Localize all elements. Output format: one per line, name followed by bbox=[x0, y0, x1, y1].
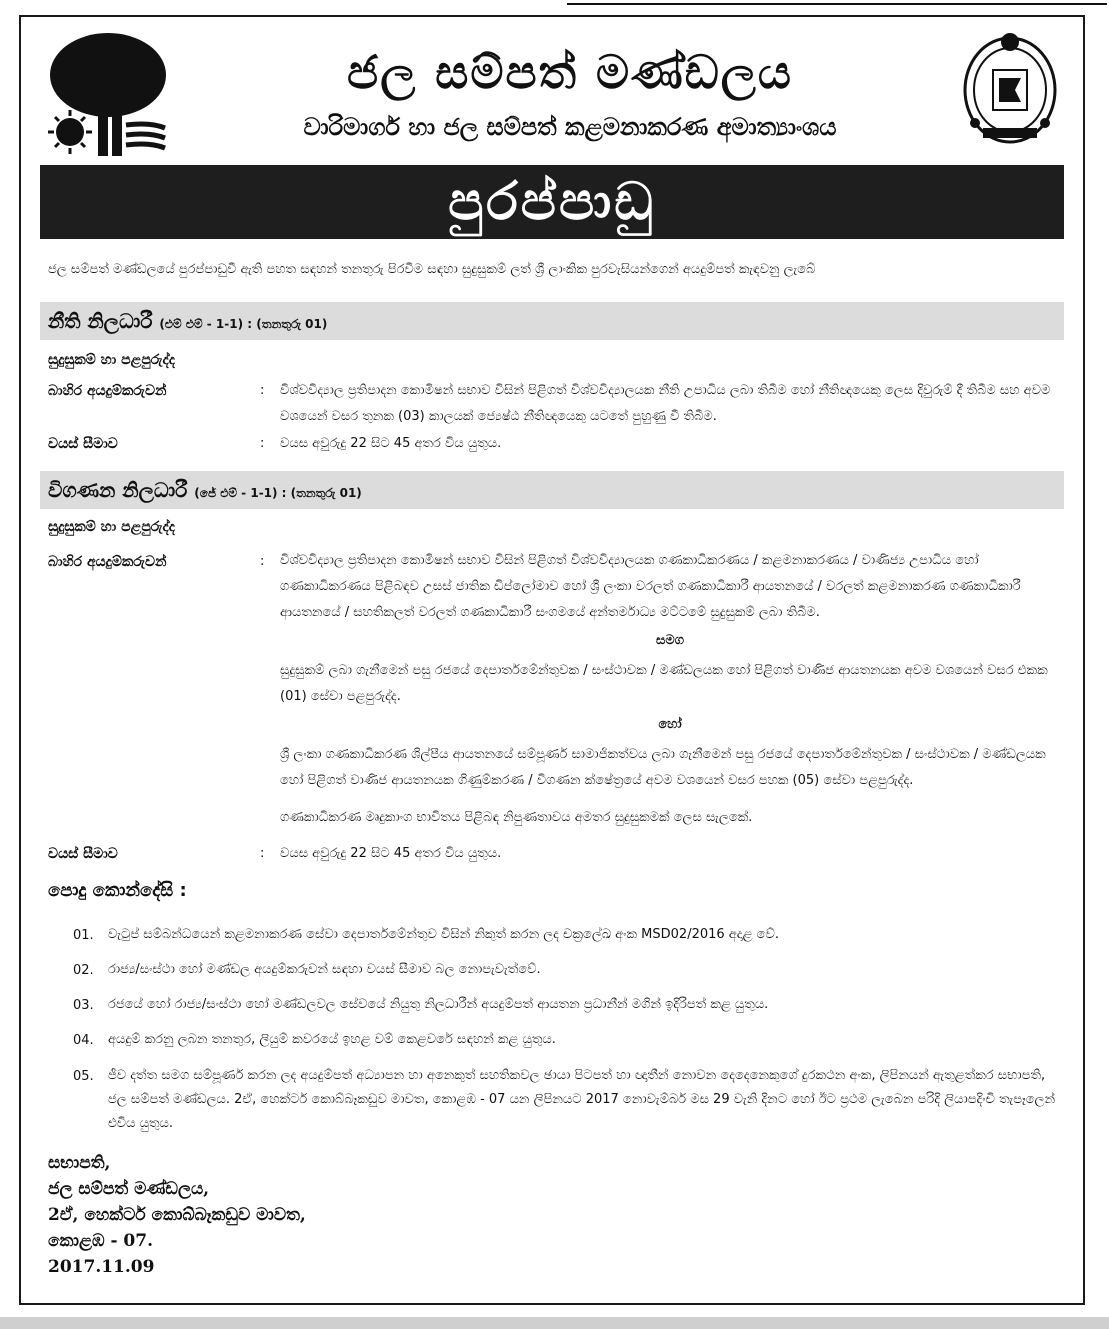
condition-number: 05. bbox=[73, 1069, 94, 1084]
age-limit-label: වයස් සීමාව bbox=[48, 846, 118, 862]
qualifications-label: සුදුසුකම් හා පළපුරුද්ද bbox=[48, 519, 175, 535]
condition-text: ජීව දත්ත සමග සම්පූර්ණ කරන ලද අයදුම්පත් අධ්‍යාපන හා අනෙකුත් සහතිකවල ඡායා පිටපත් හා ඥාතීන් නොවන දෙදෙනෙකුගේ දුරකථන අංක, ලිපිනයන් ඇතුළත්කර සභාපති, ජල සම්පත් මණ්ඩලය. 2ඒ, හෙක්ටර් කොබ්බෑකඩුව මාවත, කොළඹ - 07 යන ලිපිනයට 2017 නොවැම්බර් මස 29 වැනි දිනට හෝ ඊට ප්‍රථම ලැබෙන පරිදි ලියාපදිංචි තැපෑලෙන් එවිය යුතුය. bbox=[108, 1068, 1056, 1131]
ministry-subtitle: වාරිමාර්ග හා ජල සම්පත් කළමනාකරණ අමාත්‍යාංශය bbox=[303, 112, 837, 141]
external-applicants-text: විශ්වවිද්‍යාල ප්‍රතිපාදන කොමිෂන් සභාව විසින් පිළිගත් විශ්වවිද්‍යාලයක නීති උපාධිය ලබා තිබීම හෝ නීතිඥයෙකු ලෙස දිවුරුම් දී තිබීම සහ අවම වශයෙන් වසර තුනක (03) කාලයක් ජ්‍යෙෂ්ඨ නීතිඥයෙකු යටතේ පුහුණු වී තිබීම. bbox=[280, 383, 1051, 424]
sri-lanka-emblem-icon bbox=[955, 28, 1065, 153]
joiner-or: හෝ bbox=[658, 717, 682, 732]
top-divider bbox=[567, 3, 1107, 5]
colon: : bbox=[260, 846, 265, 861]
age-limit-text: වයස අවුරුදු 22 සිට 45 අතර විය යුතුය. bbox=[280, 846, 502, 861]
signature-block bbox=[48, 1150, 306, 1254]
intro-text: ජල සම්පත් මණ්ඩලයේ පුරප්පාඩුවී ඇති පහත සඳහන් තනතුරු පිරවීම සඳහා සුදුසුකම් ලත් ශ්‍රී ලාංකික පුරවැසියන්ගෙන් අයදුම්පත් කැඳවනු ලැබේ bbox=[48, 262, 816, 277]
section-title: නීති නිලධාරී bbox=[48, 309, 153, 333]
water-board-tree-logo-icon bbox=[30, 30, 180, 160]
vacancies-banner: පුරප්පාඩු bbox=[40, 165, 1064, 239]
notice-date: 2017.11.09 bbox=[48, 1257, 155, 1277]
external-applicants-label: බාහිර අයදුම්කරුවන් bbox=[48, 383, 167, 399]
experience-text-2: ශ්‍රී ලංකා ගණකාධිකරණ ශිල්පීය ආයතනයේ සම්පූර්ණ සාමාජිකත්වය ලබා ගැනීමෙන් පසු රජයේ දෙපාර්තමේන්තුවක / සංස්ථාවක / මණ්ඩලයක හෝ පිළිගත් වාණිජ ආයතනයක ගිණුම්කරණ / විගණන ක්ෂේත්‍රයේ අවම වශයෙන් වසර පහක (05) සේවා පළපුරුද්ද. bbox=[280, 747, 1046, 788]
general-conditions-title: පොදු කොන්දේසි : bbox=[48, 880, 187, 901]
section-title-detail: (ජේ එම් - 1-1) : (තනතුරු 01) bbox=[194, 486, 362, 500]
age-limit-label: වයස් සීමාව bbox=[48, 436, 118, 452]
condition-text: අයදුම් කරනු ලබන තනතුර, ලියුම් කවරයේ ඉහළ වම් කෙළවරේ සඳහන් කළ යුතුය. bbox=[108, 1032, 556, 1047]
signature-line: කොළඹ - 07. bbox=[48, 1231, 154, 1251]
qualifications-label: සුදුසුකම් හා පළපුරුද්ද bbox=[48, 352, 175, 368]
signature-line: ජල සම්පත් මණ්ඩලය, bbox=[48, 1179, 210, 1199]
condition-text: රාජ්‍ය/සංස්ථා හෝ මණ්ඩල අයදුම්කරුවන් සඳහා වයස් සීමාව බල නොපැවැත්වේ. bbox=[108, 962, 541, 977]
joiner-with: සමග bbox=[656, 633, 684, 648]
condition-number: 04. bbox=[73, 1033, 94, 1048]
section-audit-officer bbox=[40, 471, 1064, 509]
section-title: විගණන නිලධාරී bbox=[48, 478, 188, 502]
colon: : bbox=[260, 436, 265, 451]
signature-line: සභාපති, bbox=[48, 1153, 111, 1173]
bottom-bar bbox=[0, 1317, 1109, 1329]
condition-number: 02. bbox=[73, 963, 94, 978]
additional-qualification-text: ගණකාධිකරණ මෘදුකාංග භාවිතය පිළිබඳ නිපුණතාවය අමතර සුදුසුකමක් ලෙස සැලකේ. bbox=[280, 810, 753, 825]
condition-number: 01. bbox=[73, 928, 94, 943]
condition-text: වැටුප් සම්බන්ධයෙන් කළමනාකරණ සේවා දෙපාර්තමේන්තුව විසින් නිකුත් කරන ලද චක්‍රලේඛ අංක MSD02/2016 අදාළ වේ. bbox=[108, 927, 779, 942]
signature-line: 2ඒ, හෙක්ටර් කොබ්බෑකඩුව මාවත, bbox=[48, 1205, 306, 1225]
condition-text: රජයේ හෝ රාජ්‍ය/සංස්ථා හෝ මණ්ඩලවල සේවයේ නියුතු නිලධාරීන් අයදුම්පත් ආයතන ප්‍රධානීන් මගින් ඉදිරිපත් කළ යුතුය. bbox=[108, 997, 769, 1012]
section-legal-officer bbox=[40, 302, 1064, 340]
experience-text-1: සුදුසුකම් ලබා ගැනීමෙන් පසු රජයේ දෙපාර්තමේන්තුවක / සංස්ථාවක / මණ්ඩලයක හෝ පිළිගත් වාණිජ ආයතනයක අවම වශයෙන් වසර එකක (01) සේවා පළපුරුද්ද. bbox=[280, 663, 1048, 704]
condition-number: 03. bbox=[73, 998, 94, 1013]
organization-title: ජල සම්පත් මණ්ඩලය bbox=[347, 45, 793, 99]
section-title-detail: (එම් එම් - 1-1) : (තනතුරු 01) bbox=[159, 317, 328, 331]
external-applicants-label: බාහිර අයදුම්කරුවන් bbox=[48, 554, 167, 570]
external-applicants-text: විශ්වවිද්‍යාල ප්‍රතිපාදන කොමිෂන් සභාව විසින් පිළිගත් විශ්වවිද්‍යාලයක ගණකාධිකරණය / කළමනාකරණය / වාණිජ්‍ය උපාධිය හෝ ගණකාධිකරණය පිළිබඳව උසස් ජාතික ඩිප්ලෝමාව හෝ ශ්‍රී ලංකා වරලත් ගණකාධිකාරී ආයතනයේ / වරලත් කළමනාකරණ ගණකාධිකාරී ආයතනයේ / සහතිකලත් වරලත් ගණකාධිකාරී සංගමයේ අන්තර්මාධ්‍ය මට්ටමේ සුදුසුකම් ලබා තිබීම. bbox=[280, 553, 1021, 620]
colon: : bbox=[260, 554, 265, 569]
colon: : bbox=[260, 383, 265, 398]
age-limit-text: වයස අවුරුදු 22 සිට 45 අතර විය යුතුය. bbox=[280, 436, 502, 451]
